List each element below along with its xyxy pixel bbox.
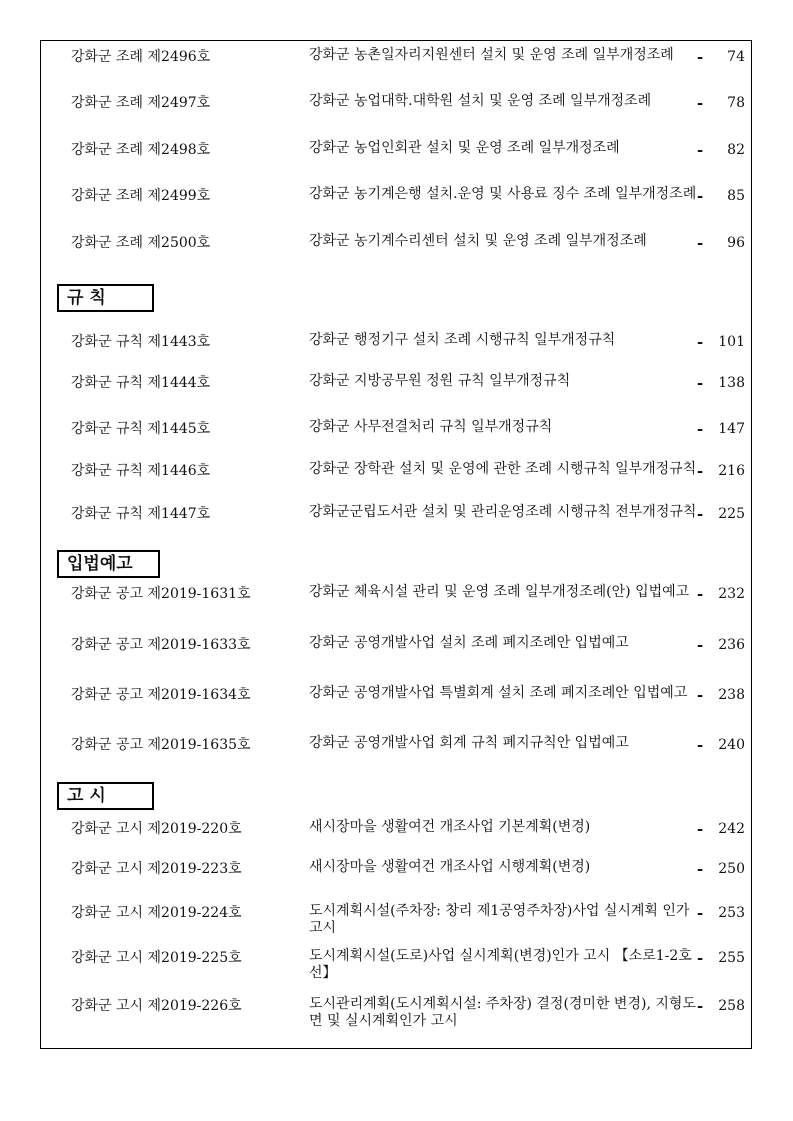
page-number: 253 bbox=[718, 905, 745, 921]
page-number: 225 bbox=[718, 506, 745, 522]
page-number: 238 bbox=[718, 687, 745, 703]
ordinance-number: 강화군 고시 제2019-226호 bbox=[71, 998, 242, 1014]
leader-dash: - bbox=[697, 94, 704, 112]
leader-dash: - bbox=[697, 333, 704, 351]
list-item[interactable] bbox=[41, 186, 751, 230]
list-item[interactable] bbox=[41, 93, 751, 137]
leader-dash: - bbox=[697, 420, 704, 438]
leader-dash: - bbox=[697, 820, 704, 838]
list-item[interactable] bbox=[41, 373, 751, 417]
entry-title: 강화군 행정기구 설치 조례 시행규칙 일부개정규칙 bbox=[309, 332, 616, 348]
list-item[interactable] bbox=[41, 859, 751, 903]
ordinance-number: 강화군 고시 제2019-223호 bbox=[71, 861, 242, 877]
leader-dash: - bbox=[697, 736, 704, 754]
entry-title: 강화군 농업인회관 설치 및 운영 조례 일부개정조례 bbox=[309, 140, 620, 156]
page-number: 216 bbox=[718, 463, 745, 479]
page-number: 96 bbox=[727, 235, 745, 251]
document-frame bbox=[40, 40, 752, 1049]
list-item[interactable] bbox=[41, 584, 751, 628]
page-number: 101 bbox=[718, 334, 745, 350]
leader-dash: - bbox=[697, 904, 704, 922]
page-number: 258 bbox=[718, 998, 745, 1014]
leader-dash: - bbox=[697, 686, 704, 704]
entry-title: 강화군군립도서관 설치 및 관리운영조례 시행규칙 전부개정규칙 bbox=[309, 504, 697, 520]
list-item[interactable] bbox=[41, 903, 751, 947]
entry-title: 도시계획시설(주차장: 창리 제1공영주차장)사업 실시계획 인가 고시 bbox=[309, 903, 690, 936]
section-heading-rules: 규 칙 bbox=[57, 284, 154, 312]
list-item[interactable] bbox=[41, 47, 751, 91]
leader-dash: - bbox=[697, 505, 704, 523]
list-item[interactable] bbox=[41, 504, 751, 548]
section-heading-public-notice: 고 시 bbox=[57, 782, 154, 810]
ordinance-number: 강화군 조례 제2498호 bbox=[71, 142, 211, 158]
entry-title: 강화군 농업대학.대학원 설치 및 운영 조례 일부개정조례 bbox=[309, 93, 652, 109]
ordinance-number: 강화군 규칙 제1443호 bbox=[71, 334, 211, 350]
page-number: 85 bbox=[727, 188, 745, 204]
list-item[interactable] bbox=[41, 948, 751, 992]
entry-title: 강화군 장학관 설치 및 운영에 관한 조례 시행규칙 일부개정규칙 bbox=[309, 461, 697, 477]
entry-title: 강화군 공영개발사업 설치 조례 폐지조례안 입법예고 bbox=[309, 635, 629, 651]
leader-dash: - bbox=[697, 141, 704, 159]
section-heading-legislative-notice: 입법예고 bbox=[57, 550, 160, 578]
list-item[interactable] bbox=[41, 461, 751, 505]
leader-dash: - bbox=[697, 187, 704, 205]
list-item[interactable] bbox=[41, 419, 751, 463]
page-number: 82 bbox=[727, 142, 745, 158]
leader-dash: - bbox=[697, 48, 704, 66]
entry-title: 강화군 공영개발사업 특별회계 설치 조례 폐지조례안 입법예고 bbox=[309, 685, 688, 701]
leader-dash: - bbox=[697, 949, 704, 967]
ordinance-number: 강화군 고시 제2019-224호 bbox=[71, 905, 242, 921]
leader-dash: - bbox=[697, 585, 704, 603]
ordinance-number: 강화군 고시 제2019-225호 bbox=[71, 950, 242, 966]
entry-title: 강화군 체육시설 관리 및 운영 조례 일부개정조례(안) 입법예고 bbox=[309, 584, 690, 600]
leader-dash: - bbox=[697, 374, 704, 392]
entry-title: 도시관리계획(도시계획시설: 주차장) 결정(경미한 변경), 지형도면 및 실시계획인가 고시 bbox=[309, 996, 696, 1029]
leader-dash: - bbox=[697, 462, 704, 480]
entry-title: 새시장마을 생활여건 개조사업 기본계획(변경) bbox=[309, 819, 591, 835]
page-number: 240 bbox=[718, 737, 745, 753]
entry-title: 강화군 농기계수리센터 설치 및 운영 조례 일부개정조례 bbox=[309, 233, 647, 249]
entry-title: 강화군 사무전결처리 규칙 일부개정규칙 bbox=[309, 419, 553, 435]
page-number: 236 bbox=[718, 637, 745, 653]
list-item[interactable] bbox=[41, 685, 751, 729]
ordinance-number: 강화군 공고 제2019-1631호 bbox=[71, 586, 251, 602]
list-item[interactable] bbox=[41, 332, 751, 376]
ordinance-number: 강화군 공고 제2019-1635호 bbox=[71, 737, 251, 753]
page-number: 250 bbox=[718, 861, 745, 877]
ordinance-number: 강화군 규칙 제1446호 bbox=[71, 463, 211, 479]
ordinance-number: 강화군 조례 제2500호 bbox=[71, 235, 211, 251]
ordinance-number: 강화군 규칙 제1447호 bbox=[71, 506, 211, 522]
page-number: 138 bbox=[718, 375, 745, 391]
entry-title: 새시장마을 생활여건 개조사업 시행계획(변경) bbox=[309, 859, 591, 875]
entry-title: 도시계획시설(도로)사업 실시계획(변경)인가 고시 【소로1-2호선】 bbox=[309, 948, 692, 981]
list-item[interactable] bbox=[41, 735, 751, 779]
leader-dash: - bbox=[697, 234, 704, 252]
list-item[interactable] bbox=[41, 819, 751, 863]
page-number: 232 bbox=[718, 586, 745, 602]
ordinance-number: 강화군 조례 제2499호 bbox=[71, 188, 211, 204]
leader-dash: - bbox=[697, 997, 704, 1015]
page-number: 255 bbox=[718, 950, 745, 966]
ordinance-number: 강화군 조례 제2496호 bbox=[71, 49, 211, 65]
ordinance-number: 강화군 고시 제2019-220호 bbox=[71, 821, 242, 837]
ordinance-number: 강화군 공고 제2019-1633호 bbox=[71, 637, 251, 653]
ordinance-number: 강화군 조례 제2497호 bbox=[71, 95, 211, 111]
list-item[interactable] bbox=[41, 233, 751, 277]
page-number: 147 bbox=[718, 421, 745, 437]
page-number: 74 bbox=[727, 49, 745, 65]
ordinance-number: 강화군 규칙 제1444호 bbox=[71, 375, 211, 391]
page-number: 78 bbox=[727, 95, 745, 111]
entry-title: 강화군 공영개발사업 회계 규칙 폐지규칙안 입법예고 bbox=[309, 735, 629, 751]
entry-title: 강화군 농기계은행 설치.운영 및 사용료 징수 조례 일부개정조례 bbox=[309, 186, 697, 202]
entry-title: 강화군 지방공무원 정원 규칙 일부개정규칙 bbox=[309, 373, 571, 389]
ordinance-number: 강화군 규칙 제1445호 bbox=[71, 421, 211, 437]
entry-title: 강화군 농촌일자리지원센터 설치 및 운영 조례 일부개정조례 bbox=[309, 47, 674, 63]
list-item[interactable] bbox=[41, 635, 751, 679]
page-number: 242 bbox=[718, 821, 745, 837]
leader-dash: - bbox=[697, 636, 704, 654]
leader-dash: - bbox=[697, 860, 704, 878]
list-item[interactable] bbox=[41, 996, 751, 1040]
ordinance-number: 강화군 공고 제2019-1634호 bbox=[71, 687, 251, 703]
list-item[interactable] bbox=[41, 140, 751, 184]
